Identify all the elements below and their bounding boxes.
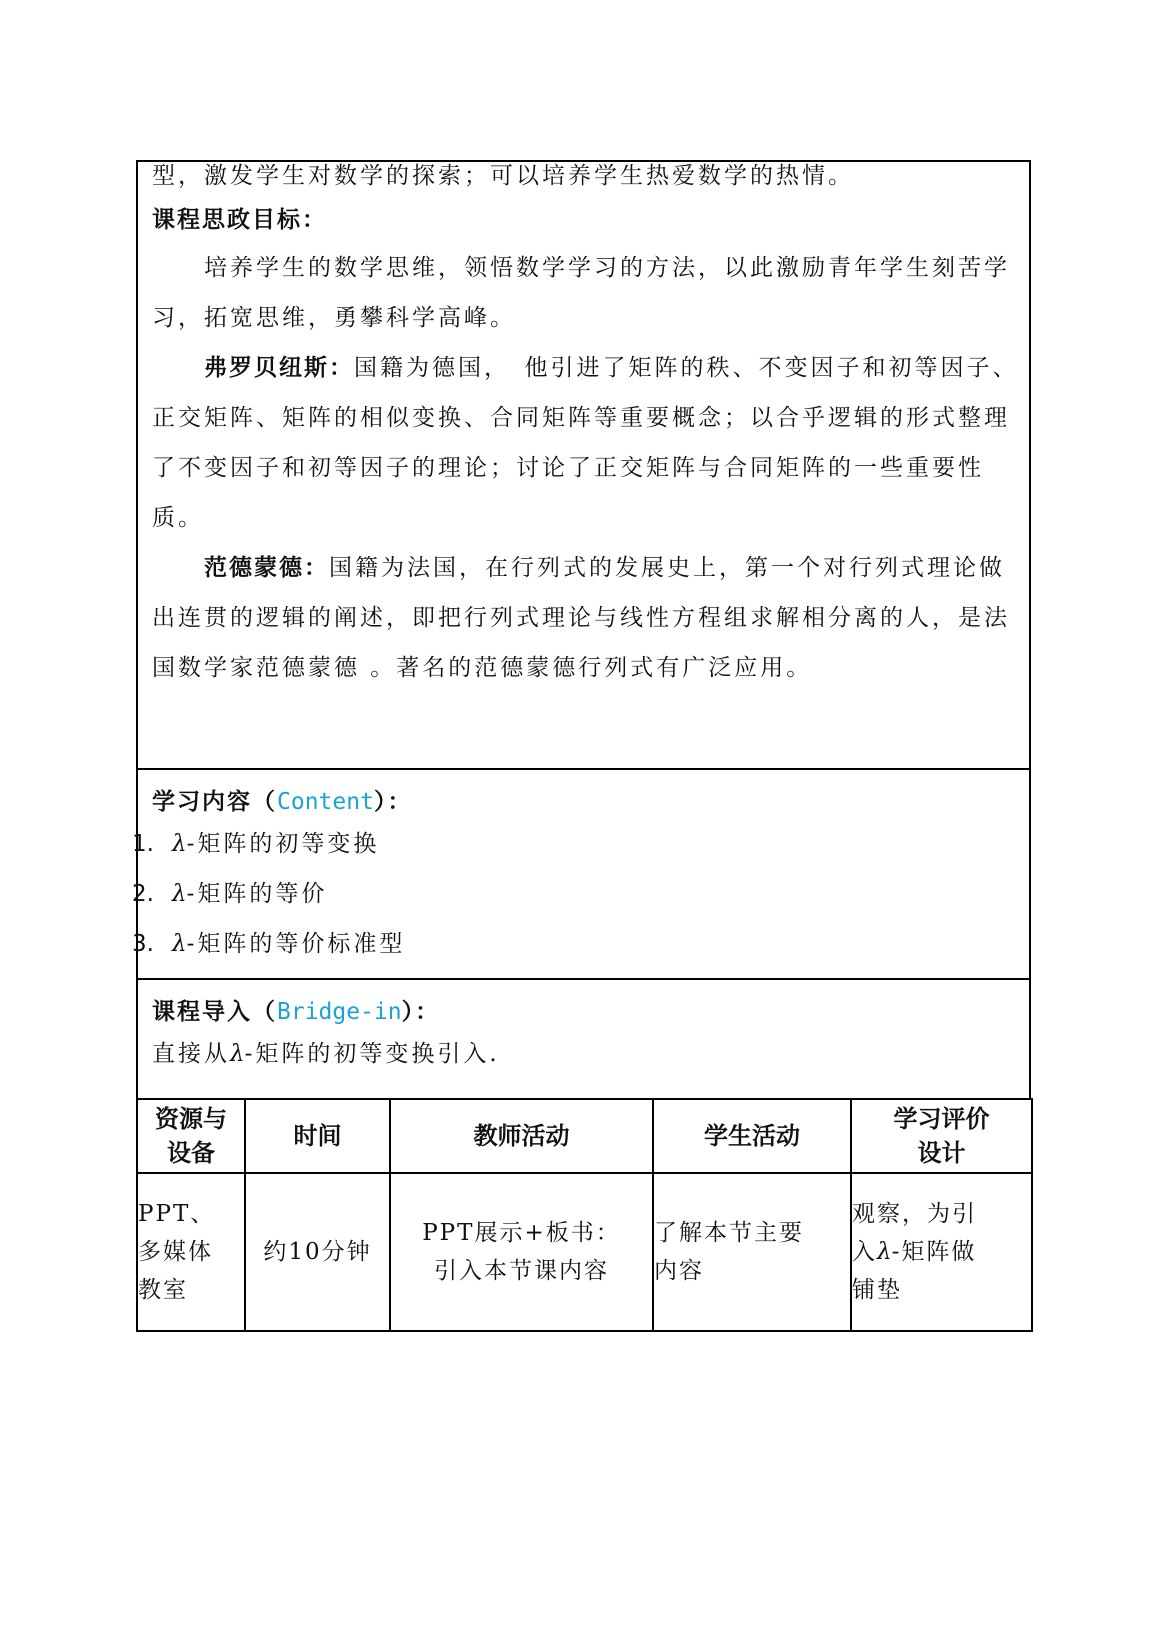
vandermonde-paragraph: [204, 542, 1005, 594]
heading-text: 学习内容（: [152, 789, 277, 815]
frobenius-name: 弗罗贝纽斯：: [204, 355, 354, 381]
heading-english: Content: [277, 789, 374, 815]
objectives-section: [136, 160, 1031, 768]
text-line: 了不变因子和初等因子的理论；讨论了正交矩阵与合同矩阵的一些重要性: [152, 455, 984, 481]
vandermonde-name: 范德蒙德：: [204, 555, 329, 581]
header-evaluation: [851, 1099, 1032, 1173]
table-row: [137, 1173, 1032, 1331]
cell-text: 铺垫: [852, 1277, 902, 1303]
text-line: 质。: [152, 505, 204, 531]
header-teacher-activity: 教师活动: [390, 1099, 653, 1173]
heading-text: 课程导入（: [152, 999, 277, 1025]
cell-text: PPT展示+板书：: [422, 1220, 621, 1246]
lambda-symbol: λ: [172, 931, 187, 957]
cell-student-activity: [653, 1173, 851, 1331]
content-section: [132, 768, 1031, 978]
cell-text: PPT、: [138, 1201, 216, 1227]
header-time: 时间: [245, 1099, 390, 1173]
header-text: 学习评价: [893, 1105, 990, 1133]
lambda-symbol: λ: [172, 881, 187, 907]
ideology-heading: 课程思政目标：: [152, 207, 327, 233]
heading-text: ）：: [373, 789, 413, 815]
list-item: [132, 868, 328, 920]
text-span: -矩阵的初等变换引入.: [244, 1041, 500, 1067]
header-text: 设计: [917, 1139, 966, 1167]
bridge-text: [152, 1028, 500, 1080]
cell-teacher-activity: [390, 1173, 653, 1331]
text-line: 习，拓宽思维，勇攀科学高峰。: [152, 305, 516, 331]
text-line: 正交矩阵、矩阵的相似变换、合同矩阵等重要概念；以合乎逻辑的形式整理: [152, 405, 1010, 431]
heading-text: ）：: [401, 999, 441, 1025]
list-item: [132, 918, 406, 970]
cell-text: -矩阵做: [891, 1239, 977, 1265]
item-number: 3.: [132, 931, 154, 957]
cell-text: 内容: [654, 1258, 704, 1284]
item-text: -矩阵的等价标准型: [186, 931, 406, 957]
text-line: 国数学家范德蒙德 。著名的范德蒙德行列式有广泛应用。: [152, 655, 813, 681]
cell-text: 多媒体: [138, 1239, 213, 1265]
table-header-row: [137, 1099, 1032, 1173]
cell-text: 教室: [138, 1277, 188, 1303]
lambda-symbol: λ: [877, 1239, 892, 1265]
cell-evaluation: [851, 1173, 1032, 1331]
text-span: 直接从: [152, 1041, 230, 1067]
item-number: 2.: [132, 881, 154, 907]
text-line: 型，激发学生对数学的探索；可以培养学生热爱数学的热情。: [152, 163, 854, 189]
bridge-in-section: [136, 978, 1031, 1098]
cell-text: 观察，为引: [852, 1201, 977, 1227]
lambda-symbol: λ: [172, 831, 187, 857]
text-span: 国籍为德国， 他引进了矩阵的秩、不变因子和初等因子、: [354, 355, 1019, 381]
lambda-symbol: λ: [230, 1041, 245, 1067]
cell-time: 约10分钟: [245, 1173, 390, 1331]
header-resources: [137, 1099, 245, 1173]
text-line: 培养学生的数学思维，领悟数学学习的方法，以此激励青年学生刻苦学: [204, 255, 1010, 281]
text-span: 国籍为法国，在行列式的发展史上，第一个对行列式理论做: [329, 555, 1005, 581]
text-line: 出连贯的逻辑的阐述，即把行列式理论与线性方程组求解相分离的人，是法: [152, 605, 1010, 631]
item-text: -矩阵的等价: [186, 881, 328, 907]
cell-text: 引入本节课内容: [434, 1258, 609, 1284]
item-text: -矩阵的初等变换: [186, 831, 380, 857]
heading-english: Bridge-in: [277, 999, 402, 1025]
cell-text: 了解本节主要: [654, 1220, 804, 1246]
header-text: 资源与: [155, 1105, 227, 1133]
list-item: [132, 818, 380, 870]
cell-resources: [137, 1173, 245, 1331]
frobenius-paragraph: [204, 342, 1019, 394]
activity-table: [136, 1098, 1033, 1332]
header-student-activity: 学生活动: [653, 1099, 851, 1173]
cell-text: 入: [852, 1239, 877, 1265]
header-text: 设备: [167, 1139, 215, 1167]
item-number: 1.: [132, 831, 154, 857]
